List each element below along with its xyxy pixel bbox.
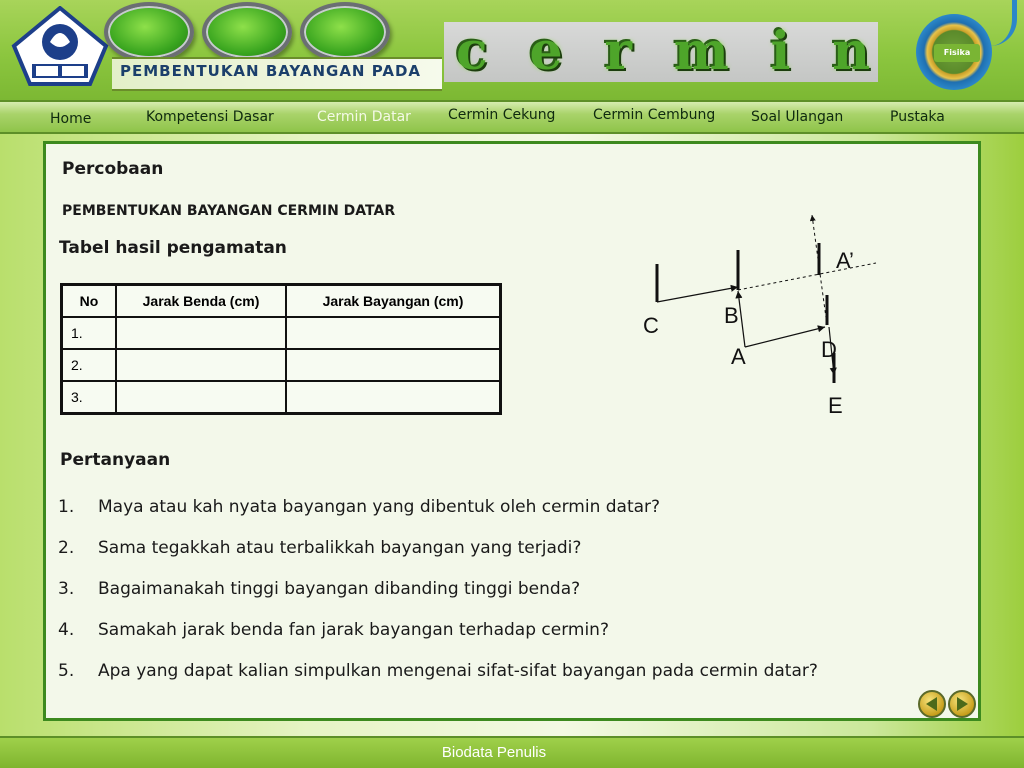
title-letter: r [604, 21, 632, 82]
page-title [448, 22, 878, 82]
label-a: A [731, 344, 746, 369]
list-item [58, 576, 924, 603]
table-cell: 2. [62, 349, 117, 381]
mirror-ray-diagram [600, 205, 900, 430]
biodata-link[interactable]: Biodata Penulis [441, 744, 547, 761]
questions-title: Pertanyaan [60, 450, 171, 470]
emblem-label: Fisika [934, 44, 980, 62]
school-logo-icon [10, 6, 110, 86]
column-header: Jarak Bayangan (cm) [286, 285, 501, 318]
table-cell: 3. [62, 381, 117, 414]
ray-a-to-b [738, 291, 745, 347]
virtual-ray-vertical [812, 215, 827, 325]
table-cell[interactable] [116, 317, 286, 349]
title-letter: i [770, 21, 791, 82]
label-d: D [821, 337, 837, 362]
title-letter: c [456, 21, 488, 82]
next-slide-button[interactable] [948, 690, 976, 718]
arrow-left-icon [920, 692, 944, 716]
green-orb-icon [300, 2, 390, 62]
question-list [58, 494, 924, 699]
table-cell[interactable] [286, 381, 501, 414]
column-header: Jarak Benda (cm) [116, 285, 286, 318]
list-item [58, 617, 924, 644]
table-title: Tabel hasil pengamatan [59, 238, 287, 258]
emblem-swirl-icon [990, 0, 1017, 46]
title-letter: m [673, 21, 729, 82]
label-b: B [724, 303, 739, 328]
ray-a-to-d [745, 327, 825, 347]
label-c: C [643, 313, 659, 338]
nav-item-cermin-cembung[interactable]: Cermin Cembung [593, 107, 716, 123]
ray-b-to-c [657, 287, 738, 302]
question-text: Samakah jarak benda fan jarak bayangan terhadap cermin? [98, 620, 609, 640]
question-number: 2. [58, 538, 75, 558]
question-text: Sama tegakkah atau terbalikkah bayangan yang terjadi? [98, 538, 582, 558]
table-header-row [62, 285, 501, 318]
question-text: Bagaimanakah tinggi bayangan dibanding tinggi benda? [98, 579, 581, 599]
header [0, 0, 1024, 100]
list-item [58, 535, 924, 562]
question-number: 3. [58, 579, 75, 599]
table-cell[interactable] [116, 349, 286, 381]
nav-item-pustaka[interactable]: Pustaka [890, 109, 945, 125]
table-row [62, 349, 501, 381]
table-cell[interactable] [286, 349, 501, 381]
question-text: Apa yang dapat kalian simpulkan mengenai sifat-sifat bayangan pada cermin datar? [98, 661, 818, 681]
label-e: E [828, 393, 843, 418]
arrow-right-icon [950, 692, 974, 716]
virtual-ray-horizontal [738, 263, 876, 290]
question-number: 4. [58, 620, 75, 640]
header-subtitle: PEMBENTUKAN BAYANGAN PADA [120, 62, 421, 80]
title-letter: e [529, 21, 563, 82]
question-text: Maya atau kah nyata bayangan yang dibentuk oleh cermin datar? [98, 497, 661, 517]
nav-item-cermin-datar[interactable]: Cermin Datar [317, 109, 411, 125]
green-orb-icon [104, 2, 194, 62]
column-header: No [62, 285, 117, 318]
list-item [58, 494, 924, 521]
nav-item-cermin-cekung[interactable]: Cermin Cekung [448, 107, 556, 123]
footer [0, 736, 1024, 768]
prev-slide-button[interactable] [918, 690, 946, 718]
question-number: 5. [58, 661, 75, 681]
nav-item-home[interactable]: Home [50, 111, 92, 127]
table-cell: 1. [62, 317, 117, 349]
table-row [62, 381, 501, 414]
experiment-title: PEMBENTUKAN BAYANGAN CERMIN DATAR [62, 203, 396, 219]
observation-table [60, 283, 502, 415]
list-item [58, 658, 924, 685]
title-letter: n [832, 21, 870, 82]
label-a-prime: A’ [836, 248, 854, 273]
section-title: Percobaan [62, 159, 164, 179]
nav-item-kompetensi-dasar[interactable]: Kompetensi Dasar [146, 109, 274, 125]
table-row [62, 317, 501, 349]
green-orb-icon [202, 2, 292, 62]
table-cell[interactable] [286, 317, 501, 349]
table-cell[interactable] [116, 381, 286, 414]
nav-item-soal-ulangan[interactable]: Soal Ulangan [751, 109, 844, 125]
main-nav [0, 100, 1024, 134]
question-number: 1. [58, 497, 75, 517]
